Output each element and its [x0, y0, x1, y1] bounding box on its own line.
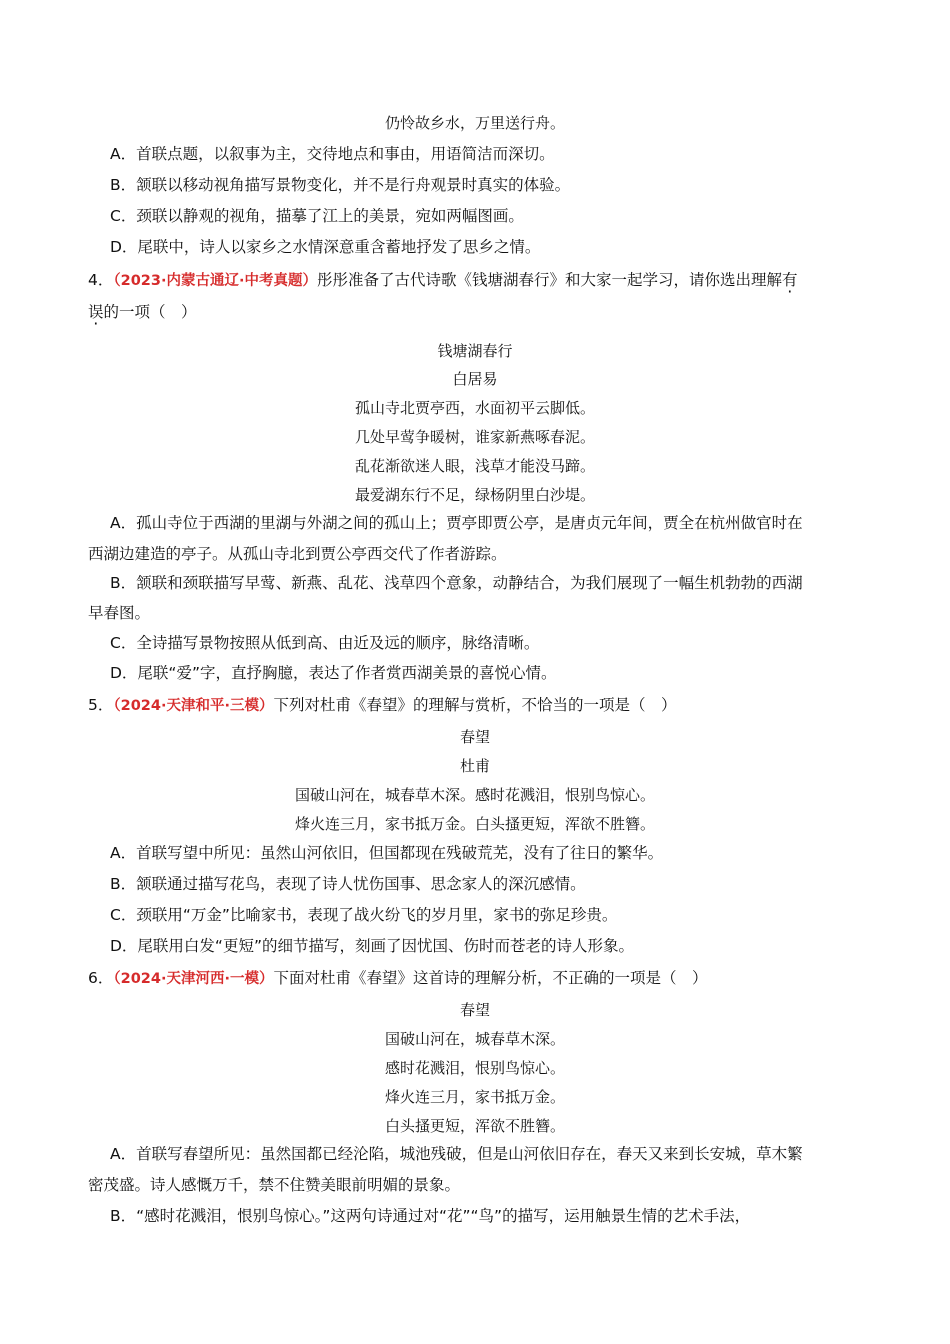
option-b-cont: 早春图。 [88, 604, 151, 622]
poem-title: 春望 [459, 728, 490, 746]
option-c: C．颈联以静观的视角，描摹了江上的美景，宛如两幅图画。 [110, 207, 524, 225]
option-a-cont: 西湖边建造的亭子。从孤山寺北到贾公亭西交代了作者游踪。 [88, 545, 507, 563]
option-b: B．“感时花溅泪，恨别鸟惊心。”这两句诗通过对“花”“鸟”的描写，运用触景生情的艺术手法， [110, 1207, 751, 1225]
question-source: （2024·天津和平·三模） [113, 698, 274, 714]
poem-line: 烽火连三月，家书抵万金。 [384, 1088, 565, 1106]
question-4-stem [88, 269, 798, 292]
question-number: 6． [88, 969, 114, 987]
option-b: B．颔联和颈联描写早莺、新燕、乱花、浅草四个意象，动静结合，为我们展现了一幅生机勃勃的西湖 [110, 574, 803, 592]
question-text: 下面对杜甫《春望》这首诗的理解分析，不正确的一项是（ ） [273, 969, 708, 987]
question-source: （2023·内蒙古通辽·中考真题） [113, 273, 317, 289]
option-a: A．孤山寺位于西湖的里湖与外湖之间的孤山上；贾亭即贾公亭，是唐贞元年间，贾全在杭州做官时在 [110, 514, 803, 532]
poem-line: 仍怜故乡水，万里送行舟。 [384, 114, 565, 132]
emphasis-char: 误 [88, 303, 104, 321]
poem-line: 孤山寺北贾亭西，水面初平云脚低。 [354, 399, 595, 417]
question-text: 的一项（ ） [103, 303, 197, 321]
option-d: D．尾联中，诗人以家乡之水情深意重含蓄地抒发了思乡之情。 [110, 238, 541, 256]
option-a: A．首联写望中所见：虽然山河依旧，但国都现在残破荒芜，没有了往日的繁华。 [110, 844, 664, 862]
poem-line: 几处早莺争暖树，谁家新燕啄春泥。 [354, 428, 595, 446]
question-text: 下列对杜甫《春望》的理解与赏析，不恰当的一项是（ ） [273, 696, 677, 714]
question-text: 彤彤准备了古代诗歌《钱塘湖春行》和大家一起学习，请你选出理解 [317, 271, 783, 289]
poem-title: 钱塘湖春行 [437, 342, 513, 360]
poem-line: 国破山河在，城春草木深。 [384, 1030, 565, 1048]
poem-line: 国破山河在，城春草木深。感时花溅泪，恨别鸟惊心。 [294, 786, 655, 804]
poem-author: 杜甫 [459, 757, 490, 775]
question-number: 4． [88, 271, 114, 289]
option-d: D．尾联“爱”字，直抒胸臆，表达了作者赏西湖美景的喜悦心情。 [110, 664, 557, 682]
option-a-cont: 密茂盛。诗人感慨万千，禁不住赞美眼前明媚的景象。 [88, 1176, 461, 1194]
question-4-stem-cont [88, 301, 197, 323]
question-source: （2024·天津河西·一模） [113, 971, 274, 987]
poem-line: 乱花渐欲迷人眼，浅草才能没马蹄。 [354, 457, 595, 475]
option-a: A．首联点题，以叙事为主，交待地点和事由，用语简洁而深切。 [110, 145, 555, 163]
option-a: A．首联写春望所见：虽然国都已经沦陷，城池残破，但是山河依旧存在，春天又来到长安城，草木繁 [110, 1145, 803, 1163]
emphasis-char: 有 [782, 271, 798, 289]
poem-line: 感时花溅泪，恨别鸟惊心。 [384, 1059, 565, 1077]
poem-line: 白头搔更短，浑欲不胜簪。 [384, 1117, 565, 1135]
question-number: 5． [88, 696, 114, 714]
option-b: B．颔联通过描写花鸟，表现了诗人忧伤国事、思念家人的深沉感情。 [110, 875, 586, 893]
option-c: C．颈联用“万金”比喻家书，表现了战火纷飞的岁月里，家书的弥足珍贵。 [110, 906, 618, 924]
poem-line: 最爱湖东行不足，绿杨阴里白沙堤。 [354, 486, 595, 504]
poem-author: 白居易 [452, 370, 498, 388]
poem-line: 烽火连三月，家书抵万金。白头搔更短，浑欲不胜簪。 [294, 815, 655, 833]
option-d: D．尾联用白发“更短”的细节描写，刻画了因忧国、伤时而苍老的诗人形象。 [110, 937, 634, 955]
question-5-stem [88, 694, 677, 717]
option-b: B．颔联以移动视角描写景物变化，并不是行舟观景时真实的体验。 [110, 176, 571, 194]
option-c: C．全诗描写景物按照从低到高、由近及远的顺序，脉络清晰。 [110, 634, 540, 652]
question-6-stem [88, 967, 708, 990]
poem-title: 春望 [459, 1001, 490, 1019]
